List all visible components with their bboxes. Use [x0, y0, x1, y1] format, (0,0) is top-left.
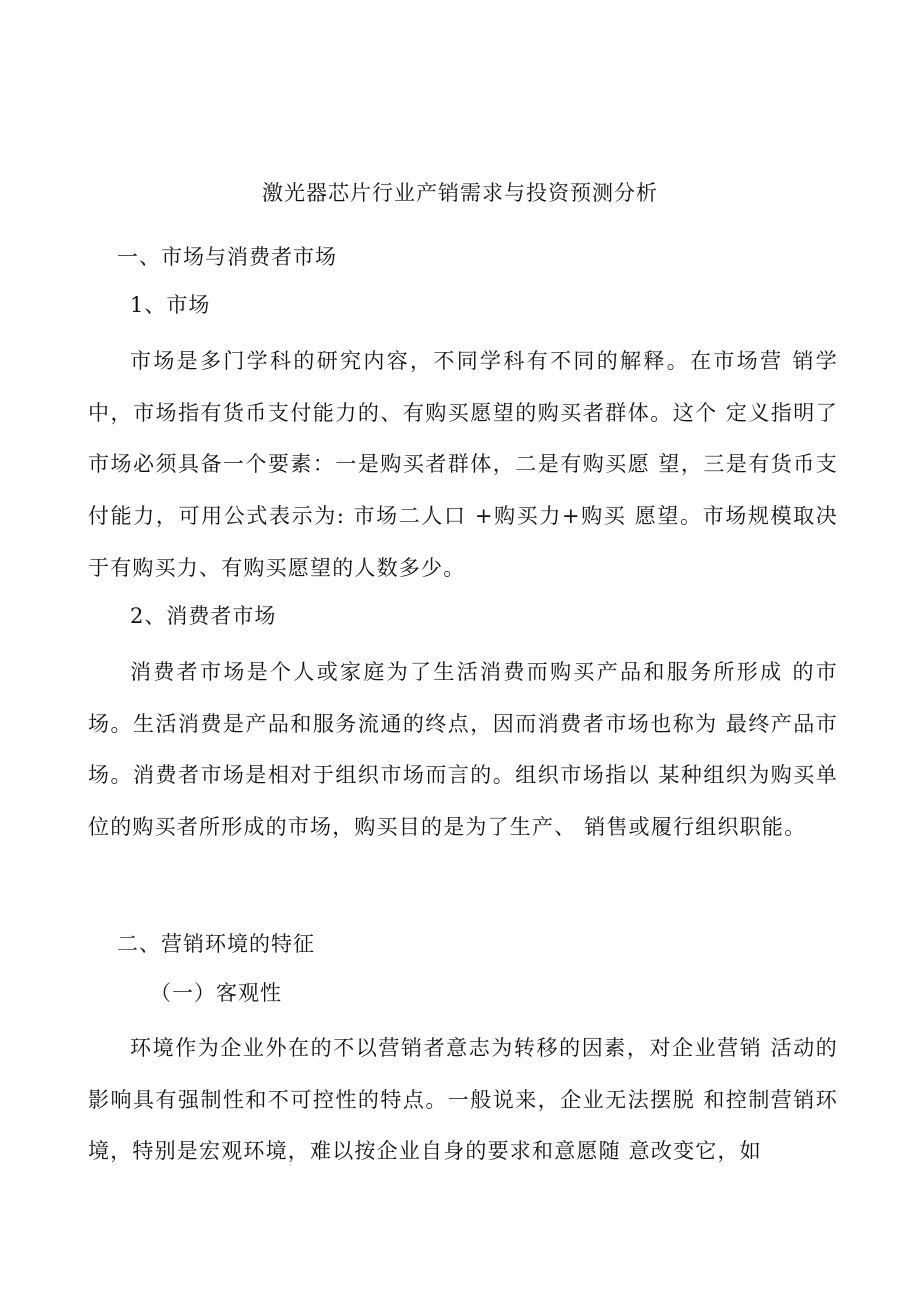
subsection-heading-consumer-market: 2、消费者市场 — [130, 604, 277, 628]
subsection-heading-market: 1、市场 — [130, 293, 211, 317]
paragraph-consumer-market: 消费者市场是个人或家庭为了生活消费而购买产品和服务所形成 的市场。生活消费是产品和服务流通的终点，因而消费者市场也称为 最终产品市场。消费者市场是相对于组织市场而言的。组织市场指以 某种组织为购买单位的购买者所形成的市场，购买目的是为了生产、 销售或履行组织职能。 — [88, 660, 838, 840]
document-title: 激光器芯片行业产销需求与投资预测分析 — [262, 181, 658, 205]
subsection-heading-objectivity: （一）客观性 — [150, 981, 282, 1005]
paragraph-market: 市场是多门学科的研究内容，不同学科有不同的解释。在市场营 销学中，市场指有货币支付能力的、有购买愿望的购买者群体。这个 定义指明了市场必须具备一个要素：一是购买者群体，二是有购买愿 望，三是有货币支付能力，可用公式表示为: 市场二人口 +购买力+购买 愿望。市场规模取决于有购买力、有购买愿望的人数多少。 — [88, 349, 838, 580]
section-heading-market-and-consumer-market: 一、市场与消费者市场 — [117, 245, 337, 269]
paragraph-objectivity: 环境作为企业外在的不以营销者意志为转移的因素，对企业营销 活动的影响具有强制性和不可控性的特点。一般说来，企业无法摆脱 和控制营销环境，特别是宏观环境，难以按企业自身的要求和意愿随 意改变它，如 — [88, 1036, 838, 1164]
section-heading-marketing-environment-features: 二、营销环境的特征 — [117, 932, 315, 956]
